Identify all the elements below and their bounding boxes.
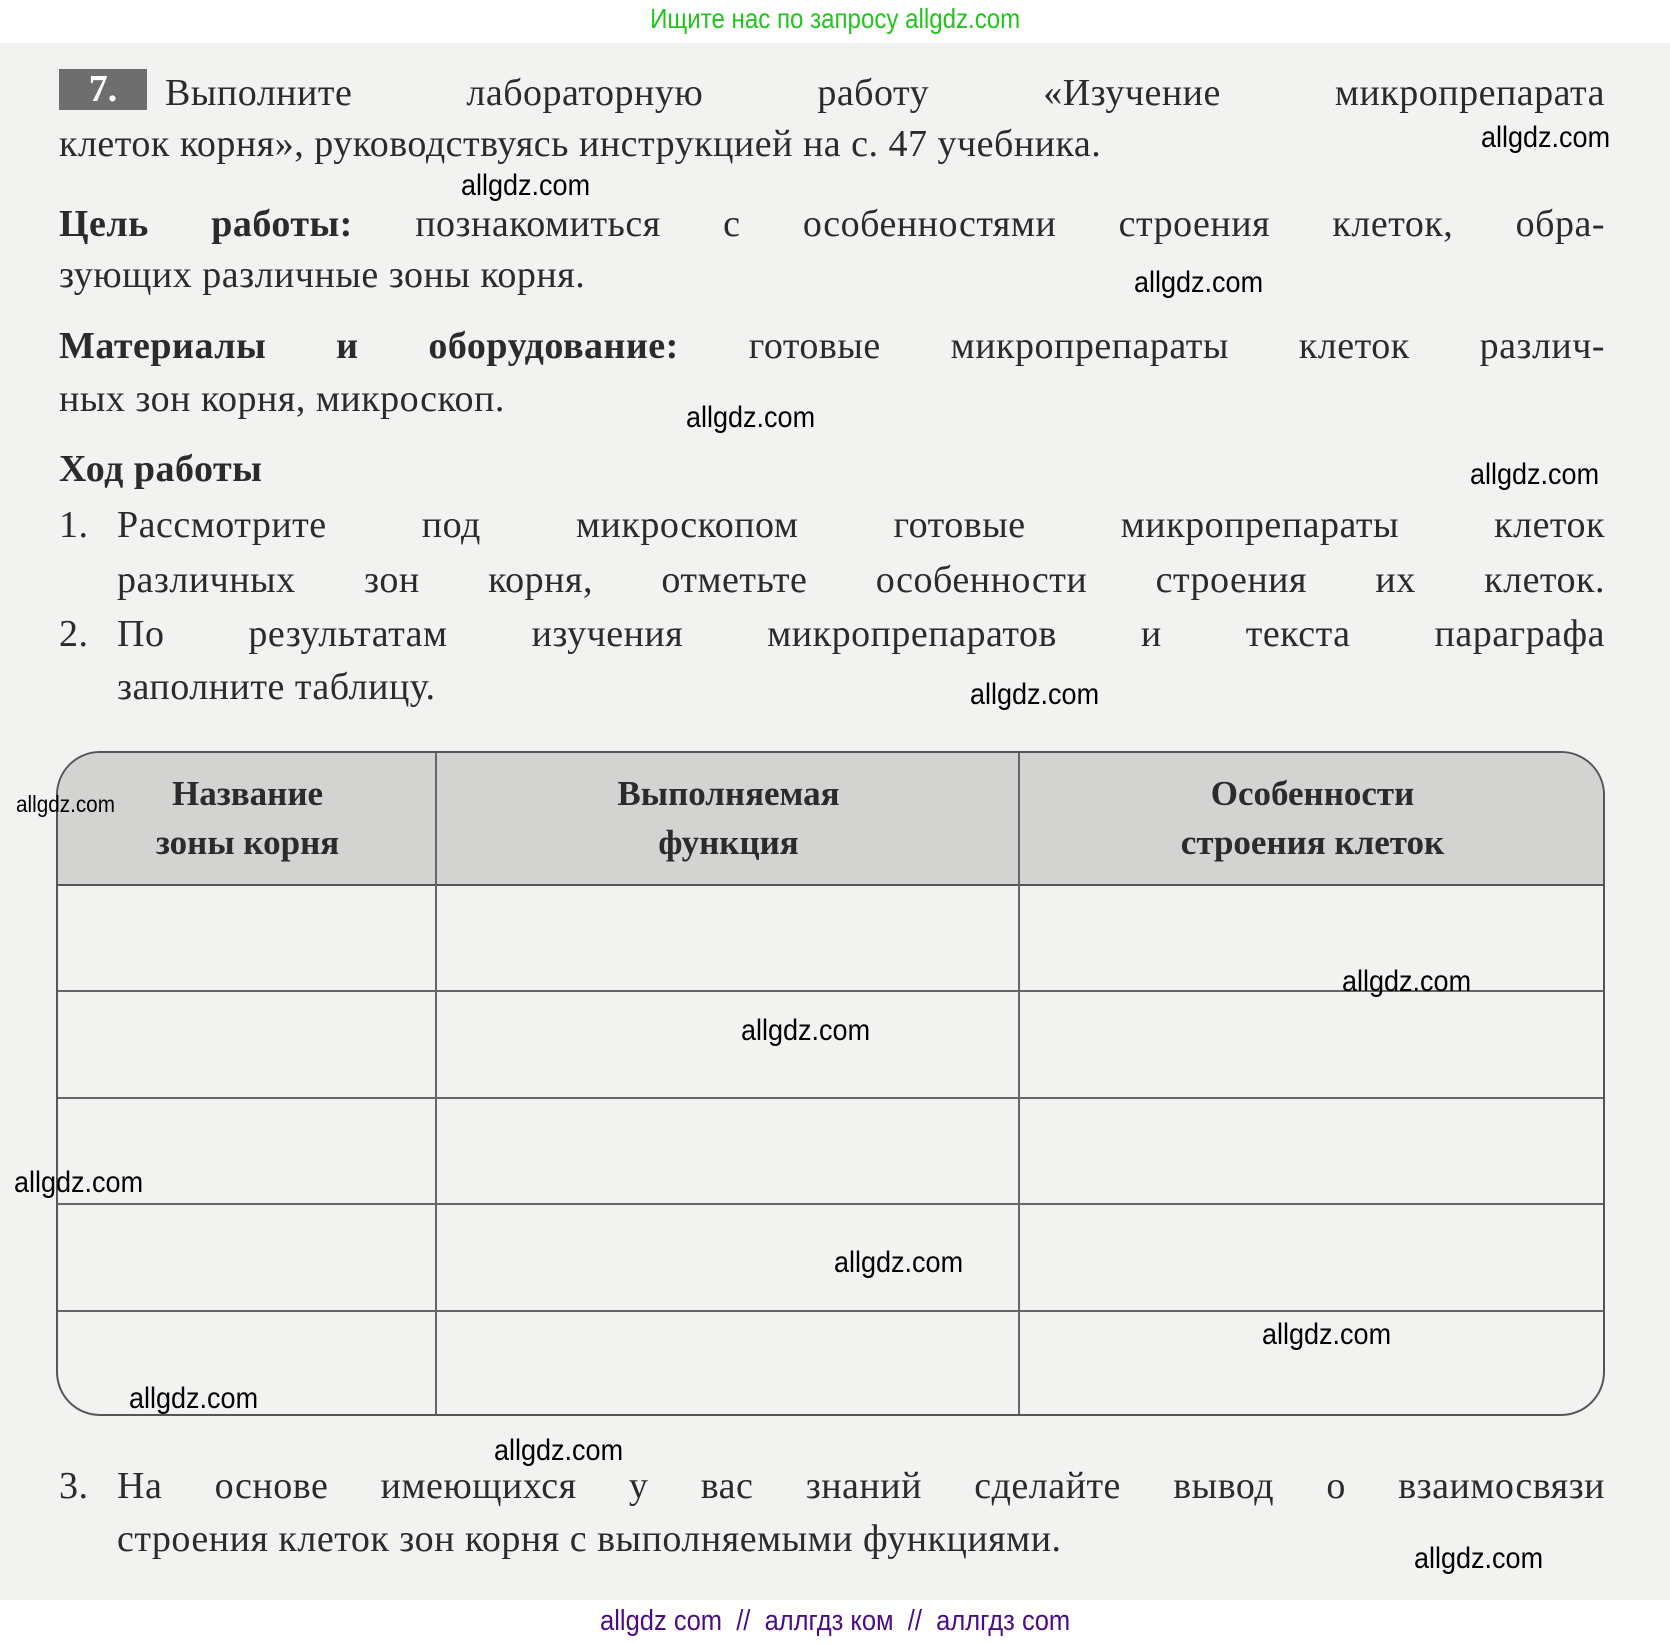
watermark: allgdz.com (1262, 1318, 1392, 1351)
watermark: allgdz.com (494, 1434, 624, 1467)
watermark: allgdz.com (1342, 965, 1472, 998)
watermark: allgdz.com (1134, 266, 1264, 299)
intro-line-1: Выполните лабораторную работу «Изучение микропрепарата (165, 72, 1605, 114)
row-divider (58, 1097, 1603, 1099)
watermark: allgdz.com (834, 1246, 964, 1279)
header-text: зоны корня (155, 823, 340, 862)
header-zone-name (58, 769, 437, 867)
goal-line-2: зующих различные зоны корня. (59, 254, 586, 296)
step-3-number: 3. (59, 1465, 89, 1507)
goal-text: познакомиться с особенностями строения клеток, обра- (415, 203, 1606, 245)
row-divider (58, 1310, 1603, 1312)
watermark: allgdz.com (686, 401, 816, 434)
footer-banner-text: allgdz com // аллгдз ком // аллгдз com (599, 1605, 1071, 1637)
step-2-number: 2. (59, 613, 89, 655)
step-1-line-2: различных зон корня, отметьте особенности строения их клеток. (117, 559, 1605, 601)
watermark: allgdz.com (461, 169, 591, 202)
goal-label: Цель работы: (59, 203, 353, 245)
header-function (437, 769, 1020, 867)
step-1-line-1: Рассмотрите под микроскопом готовые микропрепараты клеток (117, 504, 1605, 546)
goal-line-1 (59, 201, 1605, 247)
step-2-line-1: По результатам изучения микропрепаратов и текста параграфа (117, 613, 1605, 655)
step-1-number: 1. (59, 504, 89, 546)
watermark: allgdz.com (1470, 458, 1600, 491)
materials-label: Материалы и оборудование: (59, 325, 679, 367)
step-3-line-2: строения клеток зон корня с выполняемыми функциями. (117, 1518, 1062, 1560)
header-text: функция (658, 823, 799, 862)
root-zones-table (56, 751, 1605, 1416)
materials-line-1 (59, 323, 1605, 369)
intro-line-2: клеток корня», руководствуясь инструкцией на с. 47 учебника. (59, 123, 1102, 165)
materials-text: готовые микропрепараты клеток различ- (748, 325, 1606, 367)
step-3-line-1: На основе имеющихся у вас знаний сделайте вывод о взаимосвязи (117, 1465, 1605, 1507)
row-divider (58, 1203, 1603, 1205)
header-cell-features (1020, 769, 1605, 867)
watermark: allgdz.com (970, 678, 1100, 711)
header-text: Выполняемая (617, 774, 840, 813)
header-text: Название (171, 774, 324, 813)
header-text: Особенности (1210, 774, 1415, 813)
watermark: allgdz.com (741, 1014, 871, 1047)
header-text: строения клеток (1180, 823, 1445, 862)
task-number-badge: 7. (59, 69, 147, 110)
footer-banner (0, 1600, 1670, 1643)
watermark: allgdz.com (14, 1166, 144, 1199)
watermark: allgdz.com (1481, 121, 1611, 154)
materials-line-2: ных зон корня, микроскоп. (59, 378, 505, 420)
procedure-title: Ход работы (59, 448, 263, 490)
watermark: allgdz.com (16, 791, 115, 817)
step-2-line-2: заполните таблицу. (117, 666, 436, 708)
column-divider (1018, 753, 1020, 1414)
top-banner (0, 0, 1670, 43)
top-banner-text: Ищите нас по запросу allgdz.com (649, 3, 1021, 34)
watermark: allgdz.com (1414, 1542, 1544, 1575)
column-divider (435, 753, 437, 1414)
watermark: allgdz.com (129, 1382, 259, 1415)
